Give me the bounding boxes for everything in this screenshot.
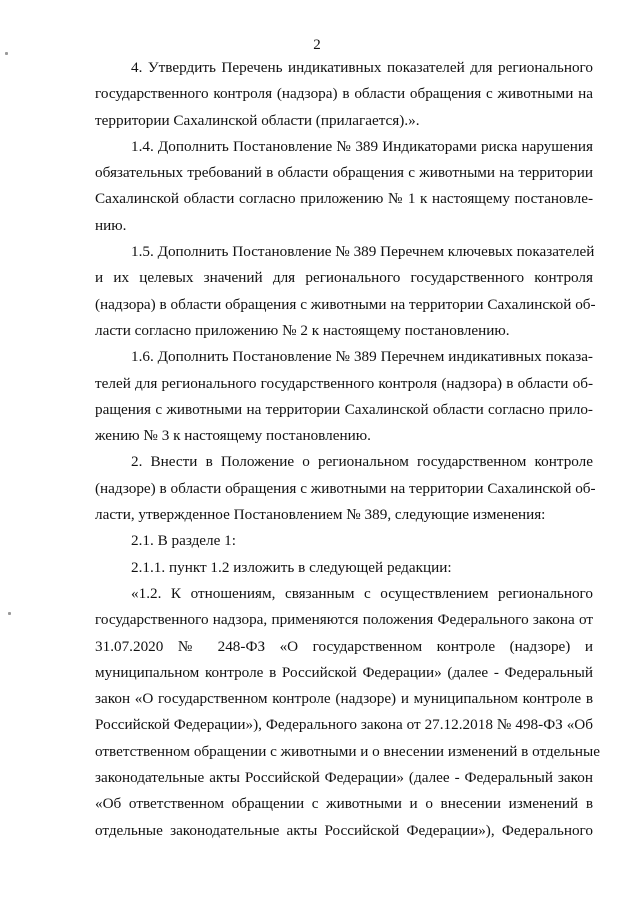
text-line: (надзоре) в области обращения с животными на территории Сахалинской об-: [95, 479, 596, 497]
text-line: ласти согласно приложению № 2 к настоящему постановлению.: [95, 321, 510, 339]
text-line: 1.4. Дополнить Постановление № 389 Индикаторами риска нарушения: [131, 137, 593, 155]
text-line: 31.07.2020 № 248-ФЗ «О государственном контроле (надзоре) и: [95, 637, 593, 655]
scan-speck: [8, 612, 11, 615]
text-line: ласти, утвержденное Постановлением № 389, следующие изменения:: [95, 506, 546, 524]
text-line: и их целевых значений для регионального государственного контроля: [95, 269, 593, 287]
text-line: 4. Утвердить Перечень индикативных показателей для регионального: [131, 59, 593, 76]
text-line: законодательные акты Российской Федерации» (далее - Федеральный закон: [95, 769, 593, 787]
text-line: ответственном обращении с животными и о внесении изменений в отдельные: [95, 742, 600, 760]
page-number: 2: [313, 37, 321, 53]
text-line: государственного контроля (надзора) в области обращения с животными на: [95, 85, 593, 103]
text-line: Сахалинской области согласно приложению № 1 к настоящему постановле-: [95, 190, 593, 208]
text-line: «1.2. К отношениям, связанным с осуществлением регионального: [131, 584, 593, 602]
text-line: 1.5. Дополнить Постановление № 389 Перечнем ключевых показателей: [131, 243, 595, 261]
text-line: государственного надзора, применяются положения Федерального закона от: [95, 611, 593, 629]
text-line: жению № 3 к настоящему постановлению.: [95, 427, 371, 445]
text-line: (надзора) в области обращения с животными на территории Сахалинской об-: [95, 295, 596, 313]
text-line: 2.1. В разделе 1:: [131, 532, 236, 550]
text-line: «Об ответственном обращении с животными и о внесении изменений в: [95, 795, 593, 813]
text-line: территории Сахалинской области (прилагается).».: [95, 111, 420, 129]
text-line: 1.6. Дополнить Постановление № 389 Перечнем индикативных показа-: [131, 348, 593, 366]
text-line: обязательных требований в области обращения с животными на территории: [95, 164, 593, 182]
scan-speck: [5, 52, 8, 55]
text-line: Российской Федерации»), Федерального закона от 27.12.2018 № 498-ФЗ «Об: [95, 716, 593, 734]
text-line: отдельные законодательные акты Российской Федерации»), Федерального: [95, 821, 593, 839]
text-line: закон «О государственном контроле (надзоре) и муниципальном контроле в: [95, 690, 593, 708]
text-line: 2. Внести в Положение о региональном государственном контроле: [131, 453, 593, 471]
text-line: муниципальном контроле в Российской Федерации» (далее - Федеральный: [95, 663, 593, 681]
text-line: 2.1.1. пункт 1.2 изложить в следующей редакции:: [131, 558, 452, 576]
text-line: нию.: [95, 216, 127, 234]
text-line: телей для регионального государственного контроля (надзора) в области об-: [95, 374, 593, 392]
document-body: [95, 55, 600, 844]
text-line: ращения с животными на территории Сахалинской области согласно прило-: [95, 400, 593, 418]
